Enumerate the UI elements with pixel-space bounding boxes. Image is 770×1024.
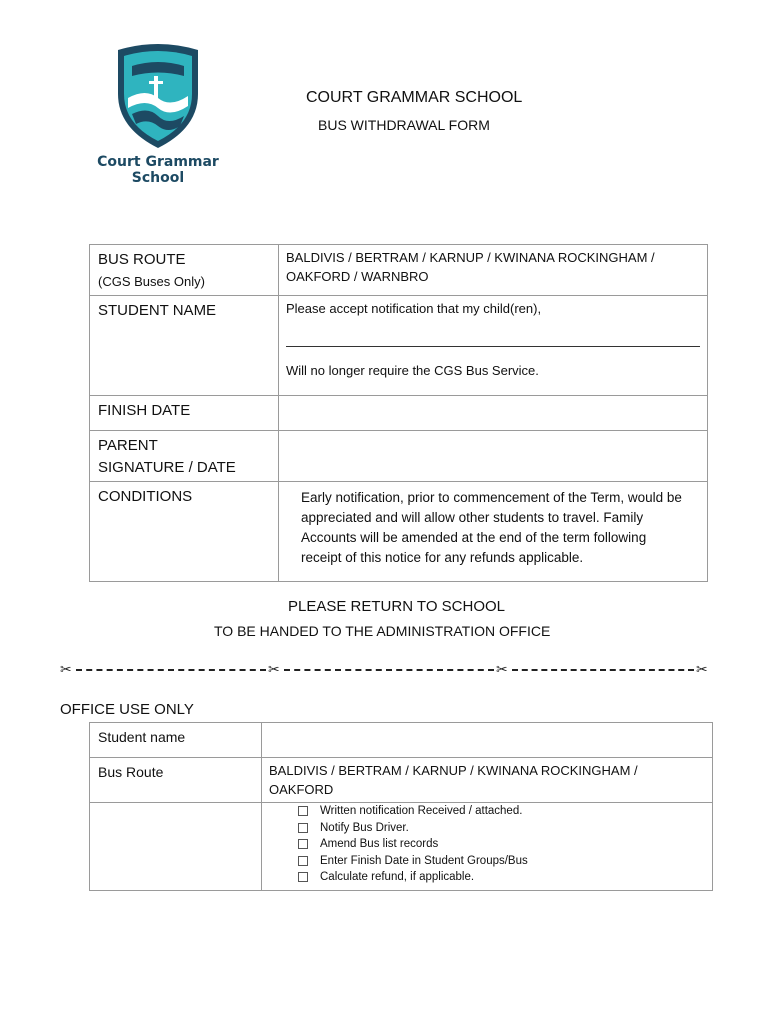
student-name-intro: Please accept notification that my child(ren), xyxy=(286,301,542,316)
office-student-name-label: Student name xyxy=(90,723,262,758)
checkbox[interactable] xyxy=(298,856,308,866)
checklist-item[interactable]: Written notification Received / attached. xyxy=(298,803,705,820)
conditions-label: CONDITIONS xyxy=(90,482,279,582)
office-use-heading: OFFICE USE ONLY xyxy=(60,701,194,718)
scissors-icon: ✂ xyxy=(60,661,72,677)
conditions-text: Early notification, prior to commencement of the Term, would be appreciated and will allow other students to travel. Family Accounts will be amended at the end of the term following receipt of this notice for any refunds applicable. xyxy=(279,482,708,582)
return-heading: PLEASE RETURN TO SCHOOL xyxy=(288,598,506,615)
checklist-item[interactable]: Enter Finish Date in Student Groups/Bus xyxy=(298,853,705,870)
parent-signature-label: PARENT SIGNATURE / DATE xyxy=(90,431,279,482)
bus-route-label-cell xyxy=(90,245,279,296)
finish-date-label: FINISH DATE xyxy=(90,396,279,431)
office-student-name-field[interactable] xyxy=(262,723,713,758)
office-bus-route-value: BALDIVIS / BERTRAM / KARNUP / KWINANA ROCKINGHAM / OAKFORD xyxy=(262,758,713,803)
student-name-line[interactable] xyxy=(286,328,700,347)
checklist-item[interactable]: Notify Bus Driver. xyxy=(298,820,705,837)
page-title: COURT GRAMMAR SCHOOL xyxy=(306,89,523,106)
dashed-line xyxy=(512,669,694,671)
checkbox[interactable] xyxy=(298,839,308,849)
shield-crest-icon xyxy=(88,36,228,156)
office-checklist xyxy=(262,803,713,891)
bus-route-note: (CGS Buses Only) xyxy=(98,274,205,289)
office-bus-route-label: Bus Route xyxy=(90,758,262,803)
return-instruction: TO BE HANDED TO THE ADMINISTRATION OFFICE xyxy=(214,623,551,639)
student-name-outro: Will no longer require the CGS Bus Service. xyxy=(286,363,539,378)
checkbox[interactable] xyxy=(298,823,308,833)
student-name-label: STUDENT NAME xyxy=(90,296,279,396)
office-use-table xyxy=(89,722,713,891)
scissors-icon: ✂ xyxy=(268,661,280,677)
student-name-cell[interactable] xyxy=(279,296,708,396)
logo-text: Court Grammar School xyxy=(97,154,219,186)
dashed-line xyxy=(284,669,494,671)
scissors-icon: ✂ xyxy=(696,661,708,677)
withdrawal-form-table xyxy=(89,244,708,582)
finish-date-field[interactable] xyxy=(279,396,708,431)
checkbox[interactable] xyxy=(298,872,308,882)
checkbox[interactable] xyxy=(298,806,308,816)
office-blank-cell xyxy=(90,803,262,891)
bus-route-label: BUS ROUTE xyxy=(98,251,186,268)
checklist-item[interactable]: Calculate refund, if applicable. xyxy=(298,869,705,886)
bus-route-value: BALDIVIS / BERTRAM / KARNUP / KWINANA ROCKINGHAM / OAKFORD / WARNBRO xyxy=(279,245,708,296)
form-subtitle: BUS WITHDRAWAL FORM xyxy=(318,117,490,133)
dashed-line xyxy=(76,669,266,671)
cut-here-line xyxy=(60,660,712,680)
scissors-icon: ✂ xyxy=(496,661,508,677)
school-logo xyxy=(88,36,228,196)
parent-signature-field[interactable] xyxy=(279,431,708,482)
checklist-item[interactable]: Amend Bus list records xyxy=(298,836,705,853)
